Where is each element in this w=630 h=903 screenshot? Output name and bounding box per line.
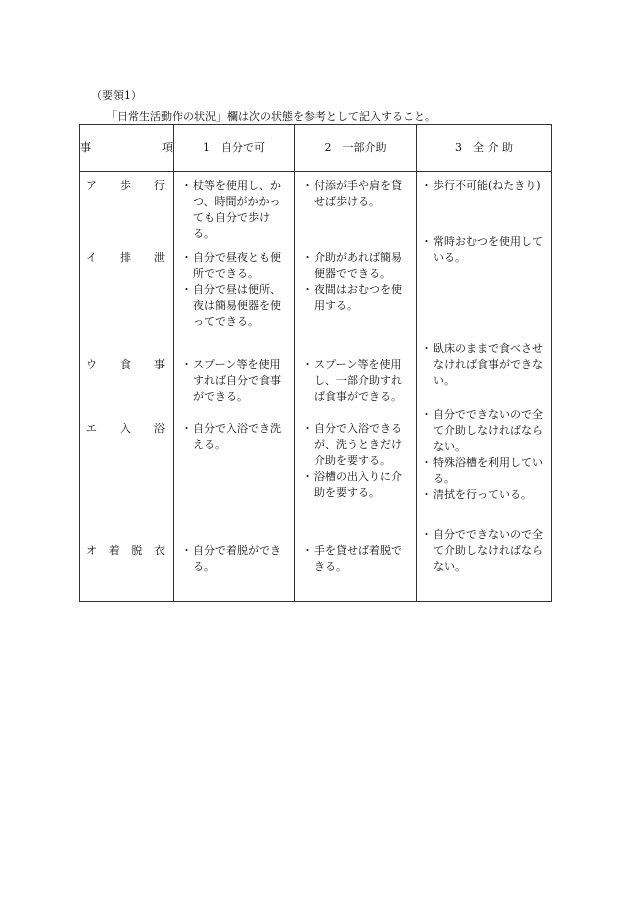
cell-partial-assist bbox=[295, 543, 417, 602]
cell-full-assist bbox=[417, 172, 552, 243]
note-item: ・ 清拭を行っている。 bbox=[421, 487, 545, 503]
table-row-dressing bbox=[80, 543, 552, 602]
cell-partial-assist bbox=[295, 419, 417, 543]
cell-partial-assist bbox=[295, 172, 417, 243]
table-row-walking bbox=[80, 172, 552, 243]
adl-status-table bbox=[79, 124, 552, 602]
header-item: 事 項 bbox=[80, 125, 174, 172]
row-label-cell bbox=[80, 349, 174, 419]
header-self: 1 自分で可 bbox=[174, 125, 295, 172]
note-item: ・ 介助があれば簡易便器でできる。 bbox=[302, 250, 410, 282]
cell-self bbox=[174, 242, 295, 349]
cell-full-assist bbox=[417, 528, 552, 602]
note-item: ・ 自分で着脱ができる。 bbox=[181, 543, 288, 575]
note-item: ・ スプーン等を使用すれば自分で食事ができる。 bbox=[181, 357, 288, 405]
table-row-bathing bbox=[80, 419, 552, 543]
note-item: ・ 臥床のままで食べさせなければ食事ができない。 bbox=[421, 341, 545, 389]
row-label: エ 入 浴 bbox=[86, 422, 165, 435]
row-label: オ 着 脱 衣 bbox=[86, 544, 165, 557]
header-partial-assist: 2 一部介助 bbox=[295, 125, 417, 172]
cell-full-assist bbox=[417, 235, 552, 349]
note-item: ・ 夜間はおむつを使用する。 bbox=[302, 282, 410, 314]
row-label: ア 歩 行 bbox=[86, 179, 165, 192]
note-item: ・ 浴槽の出入りに介助を要する。 bbox=[302, 469, 410, 501]
row-label: ウ 食 事 bbox=[86, 358, 165, 371]
row-label-cell bbox=[80, 543, 174, 602]
note-item: ・ 自分で昼夜とも便所でできる。 bbox=[181, 250, 288, 282]
note-item: ・ 特殊浴槽を利用している。 bbox=[421, 455, 545, 487]
note-item: ・ 自分で入浴でき洗える。 bbox=[181, 421, 288, 453]
note-item: ・ 自分で入浴できるが、洗うときだけ介助を要する。 bbox=[302, 421, 410, 469]
header-full-assist: 3 全 介 助 bbox=[417, 125, 552, 172]
table-row-excretion bbox=[80, 242, 552, 349]
table-header-row bbox=[80, 125, 552, 172]
row-label-cell bbox=[80, 242, 174, 349]
row-label-cell bbox=[80, 172, 174, 243]
section-heading: （要領1） bbox=[91, 89, 142, 102]
note-item: ・ 付添が手や肩を貸せば歩ける。 bbox=[302, 178, 410, 210]
cell-full-assist bbox=[417, 408, 552, 543]
cell-self bbox=[174, 349, 295, 419]
note-item: ・ 手を貸せば着脱できる。 bbox=[302, 543, 410, 575]
note-item: ・ 自分でできないので全て介助しなければならない。 bbox=[421, 407, 545, 455]
note-item: ・ 杖等を使用し、かつ、時間がかかっても自分で歩ける。 bbox=[181, 178, 288, 242]
row-label: イ 排 泄 bbox=[86, 251, 165, 264]
cell-self bbox=[174, 543, 295, 602]
cell-partial-assist bbox=[295, 242, 417, 349]
cell-partial-assist bbox=[295, 349, 417, 419]
note-item: ・ 自分でできないので全て介助しなければならない。 bbox=[421, 527, 545, 575]
note-item: ・ 自分で昼は便所、夜は簡易便器を使ってできる。 bbox=[181, 282, 288, 330]
note-item: ・ 常時おむつを使用している。 bbox=[421, 234, 545, 266]
note-item: ・ スプーン等を使用し、一部介助すれば食事ができる。 bbox=[302, 357, 410, 405]
cell-self bbox=[174, 172, 295, 243]
note-item: ・ 歩行不可能(ねたきり) bbox=[421, 178, 545, 194]
cell-self bbox=[174, 419, 295, 543]
intro-sentence: 「日常生活動作の状況」欄は次の状態を参考として記入すること。 bbox=[106, 110, 436, 123]
row-label-cell bbox=[80, 419, 174, 543]
